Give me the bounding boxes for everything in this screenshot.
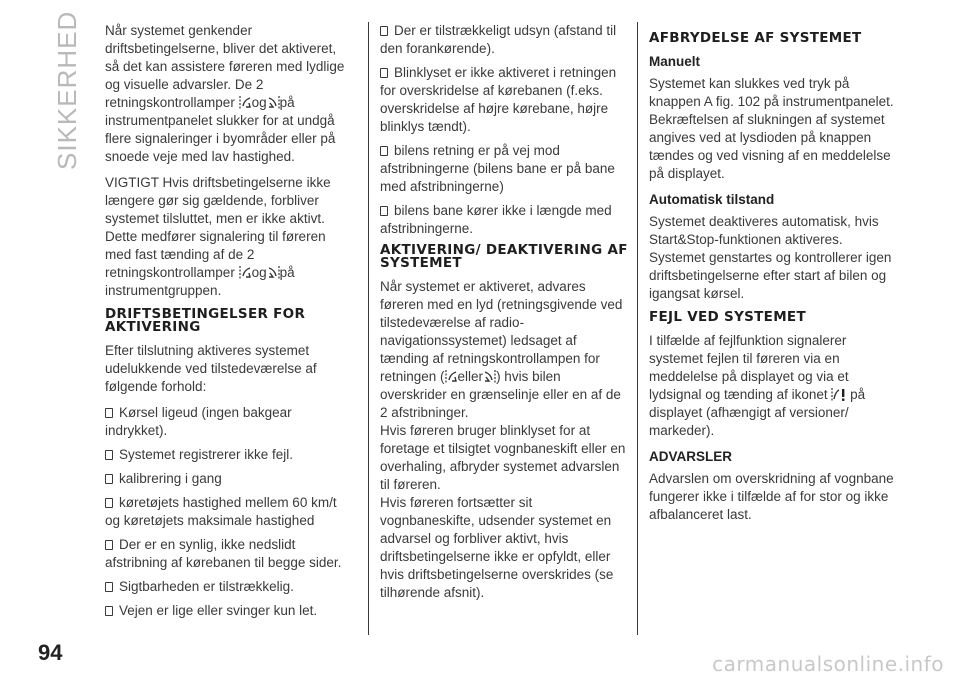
paragraph: Bekræftelsen af slukningen af systemet angives ved at lysdioden på knappen tændes og ved visning af en meddelelse på displayet. <box>649 112 891 181</box>
checkbox-bullet-icon <box>105 540 113 550</box>
paragraph: Når systemet er aktiveret, advares føreren med en lyd (retningsgivende ved tilstedeværelse af radio-navigationssystemet) ledsaget af tænding af retningskontrollampen for retningen ( eller ) hvis bilen overskrider en grænselinje eller en af de 2 afstribninger. <box>380 279 623 420</box>
checkbox-bullet-icon <box>105 606 113 616</box>
paragraph: Når systemet genkender driftsbetingelserne, bliver det aktiveret, så det kan assistere føreren med lydlige og visuelle advarsler. De 2 retningskontrollamper og på instrumentpanelet slukker for at undgå flere signaleringer i byområder eller på snoede veje med lav hastighed. <box>105 23 345 164</box>
sub-heading: Automatisk tilstand <box>649 192 775 207</box>
paragraph: I tilfælde af fejlfunktion signalerer systemet fejlen til føreren via en meddelelse på displayet og via et lydsignal og tænding af ikonet på displayet (afhængigt af versioner/ markeder). <box>649 333 866 438</box>
section-heading: AFBRYDELSE AF SYSTEMET <box>649 30 862 46</box>
paragraph: Efter tilslutning aktiveres systemet udelukkende ved tilstedeværelse af følgende forhold: <box>105 343 317 394</box>
lane-right-icon <box>267 95 280 110</box>
checkbox-bullet-icon <box>105 408 113 418</box>
column-divider <box>637 22 638 635</box>
checkbox-bullet-icon <box>105 498 113 508</box>
list-item: Blinklyset er ikke aktiveret i retningen for overskridelse af kørebanen (f.eks. overskridelse af højre kørebane, højre blinklys tændt). <box>380 65 617 134</box>
lane-left-icon <box>239 265 252 280</box>
column-1 <box>105 22 353 626</box>
list-item: køretøjets hastighed mellem 60 km/t og køretøjets maksimale hastighed <box>105 495 337 528</box>
list-item: Sigtbarheden er tilstrækkelig. <box>105 578 353 596</box>
checkbox-bullet-icon <box>380 26 388 36</box>
paragraph: Systemet kan slukkes ved tryk på knappen A fig. 102 på instrumentpanelet. <box>649 76 894 109</box>
lane-right-icon <box>267 265 280 280</box>
list-item: bilens retning er på vej mod afstribningerne (bilens bane er på bane med afstribningerne) <box>380 143 615 194</box>
column-2 <box>380 22 628 610</box>
checkbox-bullet-icon <box>105 474 113 484</box>
section-heading: AKTIVERING/ DEAKTIVERING AF SYSTEMET <box>380 242 628 271</box>
column-3 <box>649 22 897 532</box>
paragraph: VIGTIGT Hvis driftsbetingelserne ikke længere gør sig gældende, forbliver systemet tilsluttet, men er ikke aktivt. Dette medfører signalering til føreren med fast tænding af de 2 retningskontrollamper og på instrumentgruppen. <box>105 175 331 298</box>
checkbox-bullet-icon <box>380 68 388 78</box>
page-number: 94 <box>38 640 63 665</box>
lane-left-icon <box>239 95 252 110</box>
lane-right-icon <box>483 369 496 384</box>
checkbox-bullet-icon <box>105 450 113 460</box>
list-item: bilens bane kører ikke i længde med afstribningerne. <box>380 203 612 236</box>
lane-left-icon <box>445 369 458 384</box>
sub-heading: ADVARSLER <box>649 449 733 464</box>
checkbox-bullet-icon <box>380 206 388 216</box>
list-item: Kørsel ligeud (ingen bakgear indrykket). <box>105 405 292 438</box>
checkbox-bullet-icon <box>380 146 388 156</box>
list-item: Systemet registrerer ikke fejl. <box>105 446 353 464</box>
column-divider <box>368 22 369 635</box>
section-heading: DRIFTSBETINGELSER FOR AKTIVERING <box>105 306 306 335</box>
list-item: Der er tilstrækkeligt udsyn (afstand til den forankørende). <box>380 23 617 56</box>
list-item: kalibrering i gang <box>105 470 353 488</box>
watermark: carmanualsonline.info <box>712 652 944 676</box>
sub-heading: Manuelt <box>649 54 701 69</box>
paragraph: Hvis føreren fortsætter sit vognbaneskifte, udsender systemet en advarsel og forbliver aktivt, hvis driftsbetingelserne ikke er opfyldt, eller hvis driftsbetingelserne overskrides (se tilhørende afsnit). <box>380 495 614 600</box>
section-heading: FEJL VED SYSTEMET <box>649 309 806 325</box>
paragraph: Hvis føreren bruger blinklyset for at foretage et tilsigtet vognbaneskift eller en overhaling, afbryder systemet advarslen til føreren. <box>380 423 626 492</box>
list-item: Der er en synlig, ikke nedslidt afstribning af kørebanen til begge sider. <box>105 537 342 570</box>
lane-fault-icon <box>831 387 846 402</box>
section-side-label: SIKKERHED <box>52 10 82 170</box>
checkbox-bullet-icon <box>105 582 113 592</box>
list-item: Vejen er lige eller svinger kun let. <box>105 602 353 620</box>
paragraph: Advarslen om overskridning af vognbane fungerer ikke i tilfælde af for stor og ikke afbalanceret last. <box>649 471 894 522</box>
paragraph: Systemet deaktiveres automatisk, hvis Start&Stop-funktionen aktiveres. Systemet genstartes og kontrollerer igen driftsbetingelserne efter start af bilen og igangsat kørsel. <box>649 214 892 301</box>
